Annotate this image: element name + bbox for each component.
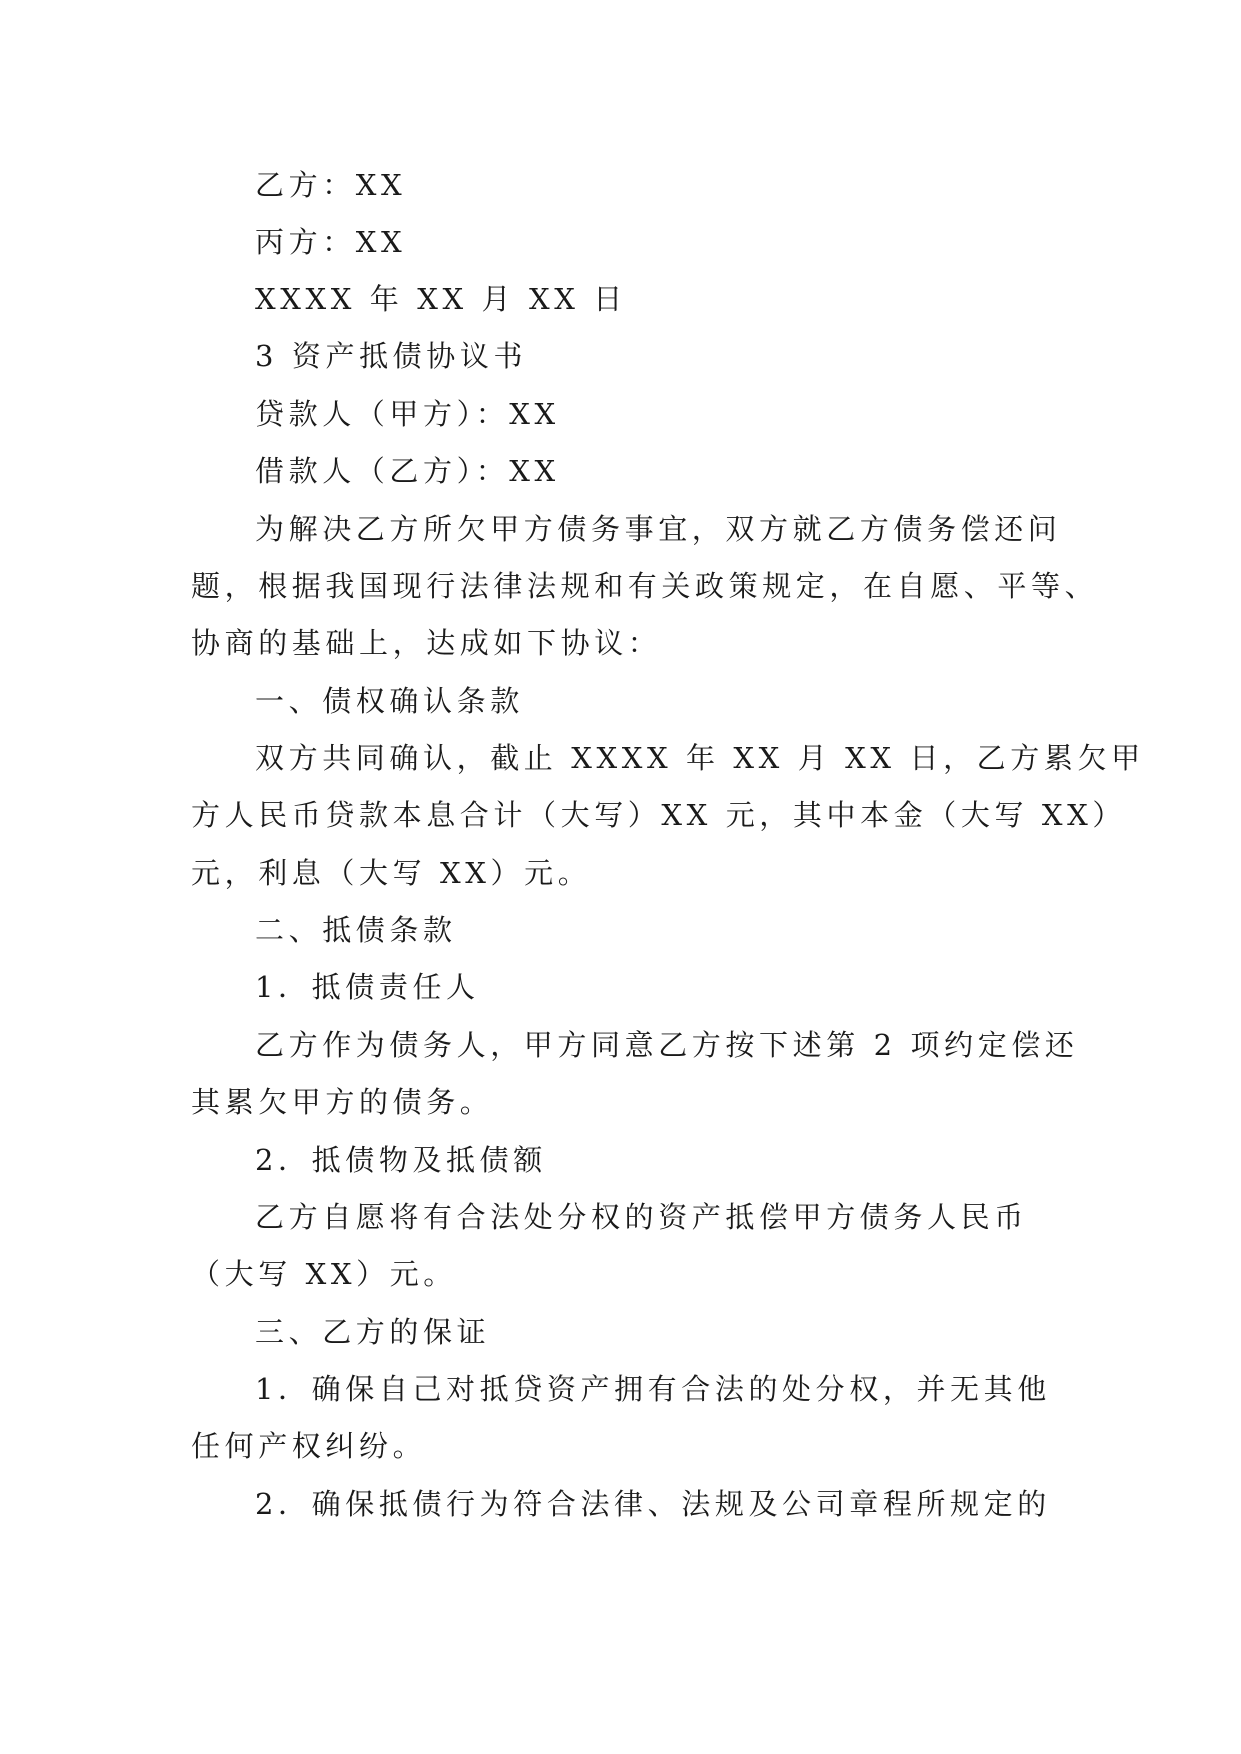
heading-party-b-guarantees: 三、乙方的保证 bbox=[255, 1315, 491, 1349]
section-title: 3 资产抵债协议书 bbox=[255, 339, 528, 373]
assets-paragraph-line-2: （大写 XX）元。 bbox=[191, 1257, 457, 1291]
responsible-paragraph-line-2: 其累欠甲方的债务。 bbox=[191, 1085, 494, 1119]
borrower-line: 借款人（乙方）：XX bbox=[255, 454, 560, 488]
guarantee-1-line-1: 1．确保自己对抵贷资产拥有合法的处分权，并无其他 bbox=[255, 1372, 1051, 1406]
intro-paragraph-line-1: 为解决乙方所欠甲方债务事宜，双方就乙方债务偿还问 bbox=[255, 512, 1062, 546]
subheading-assets-and-amount: 2．抵债物及抵债额 bbox=[255, 1143, 547, 1177]
assets-paragraph-line-1: 乙方自愿将有合法处分权的资产抵偿甲方债务人民币 bbox=[255, 1200, 1028, 1234]
claim-paragraph-line-3: 元，利息（大写 XX）元。 bbox=[191, 856, 592, 890]
claim-paragraph-line-2: 方人民币贷款本息合计（大写）XX 元，其中本金（大写 XX） bbox=[191, 798, 1127, 832]
intro-paragraph-line-2: 题，根据我国现行法律法规和有关政策规定，在自愿、平等、 bbox=[191, 569, 1099, 603]
heading-claim-confirmation: 一、债权确认条款 bbox=[255, 684, 524, 718]
guarantee-1-line-2: 任何产权纠纷。 bbox=[191, 1429, 427, 1463]
party-c-line: 丙方：XX bbox=[255, 225, 407, 259]
lender-line: 贷款人（甲方）：XX bbox=[255, 397, 560, 431]
responsible-paragraph-line-1: 乙方作为债务人，甲方同意乙方按下述第 2 项约定偿还 bbox=[255, 1028, 1079, 1062]
claim-paragraph-line-1: 双方共同确认，截止 XXXX 年 XX 月 XX 日，乙方累欠甲 bbox=[255, 741, 1145, 775]
subheading-responsible-party: 1．抵债责任人 bbox=[255, 970, 480, 1004]
heading-debt-settlement: 二、抵债条款 bbox=[255, 913, 457, 947]
intro-paragraph-line-3: 协商的基础上，达成如下协议： bbox=[191, 626, 662, 660]
party-b-line: 乙方：XX bbox=[255, 168, 407, 202]
guarantee-2-line-1: 2．确保抵债行为符合法律、法规及公司章程所规定的 bbox=[255, 1487, 1051, 1521]
date-line: XXXX 年 XX 月 XX 日 bbox=[255, 282, 627, 316]
